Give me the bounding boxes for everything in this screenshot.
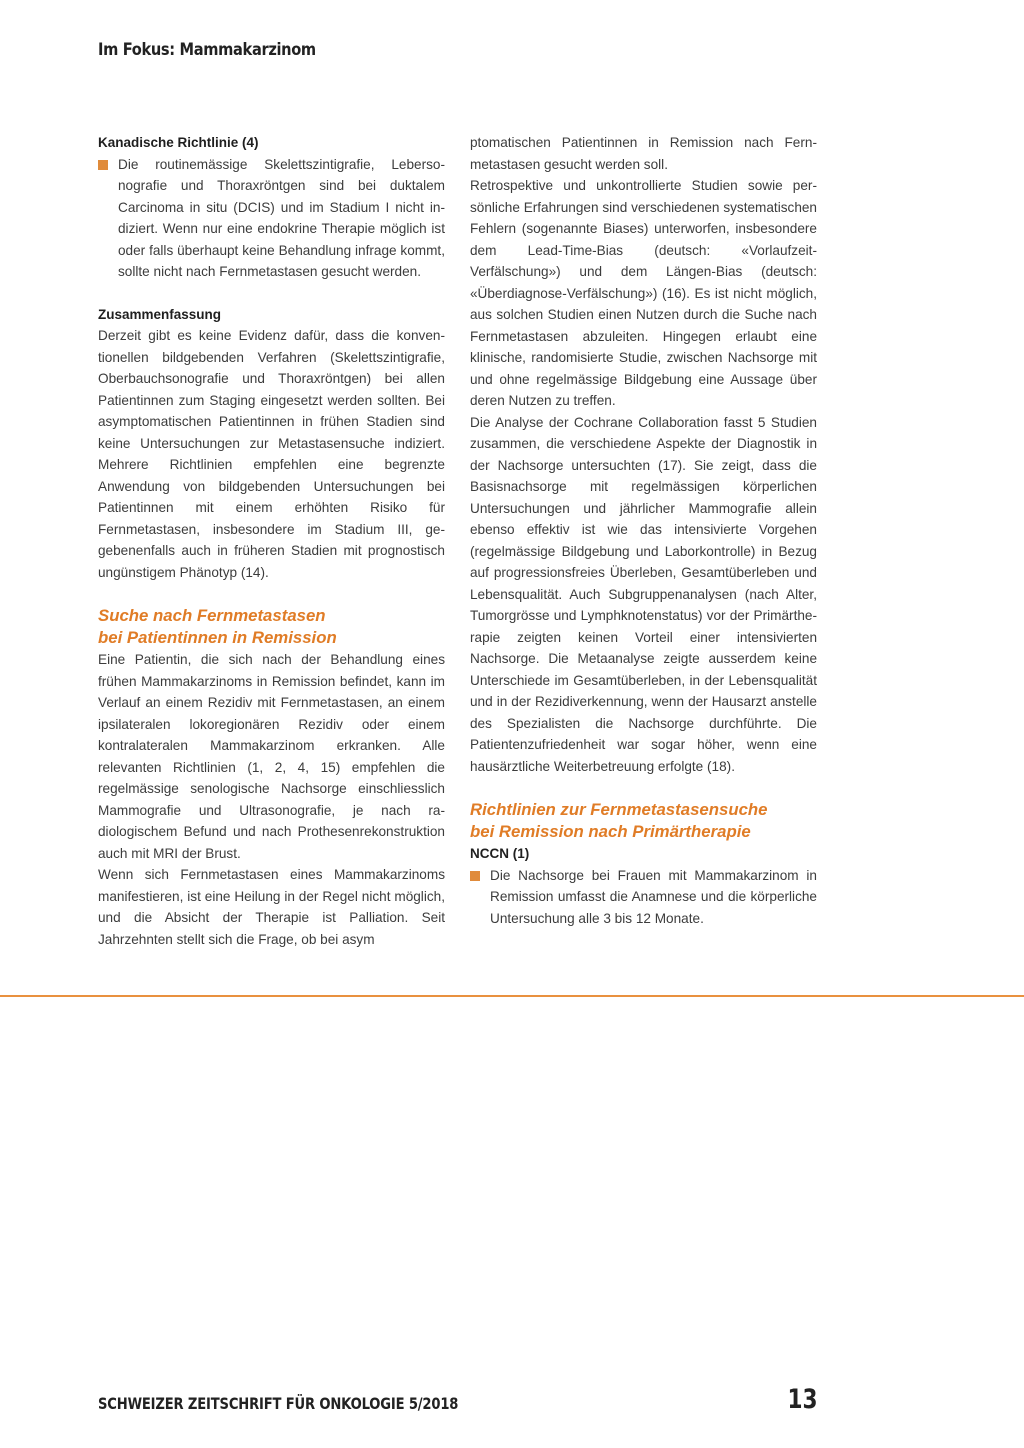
right-paragraph-2: Retrospektive und unkontrollierte Studien sowie persönliche Erfahrungen sind verschiedenen systematischen Fehlern (sogenannte Biases) unterworfen, insbesondere dem Lead-Time-Bias (deutsch: «Vorlaufzeit-Verfälschung») und dem Längen-Bias (deutsch: «Überdiagnose-Verfälschung») (16). Es ist nicht möglich, aus solchen Studien einen Nutzen durch die Suche nach Fernmetastasen abzuleiten. Hingegen erlaubt eine klinische, randomisierte Studie, zwischen Nachsorge mit und ohne regelmässige Bildgebung eine Aussage über deren Nutzen zu treffen. — [470, 178, 817, 408]
canadian-guideline-text: Die routinemässige Skelettszintigrafie, Lebersonografie und Thoraxröntgen sind bei duktalem Carcinoma in situ (DCIS) und im Stadium I nicht indiziert. Wenn nur eine endokrine Therapie möglich ist oder falls überhaupt keine Behandlung infrage kommt, sollte nicht nach Fernmetastasen gesucht werden. — [118, 156, 445, 279]
summary-text: Derzeit gibt es keine Evidenz dafür, dass die konventionellen bildgebenden Verfahren (Skelettszintigrafie, Oberbauchsonografie und Thoraxröntgen) bei allen Patientinnen zum Staging eingesetzt werden sollten. Bei asymptomatischen Patientinnen in frühen Stadien sind keine Untersuchungen zur Metastasensuche indiziert. Mehrere Richtlinien empfehlen eine begrenzte Anwendung von bildgebenden Untersuchungen bei Patientinnen mit einem erhöhten Risiko für Fernmetastasen, insbesondere im Stadium III, gegebenenfalls auch in früheren Stadien mit prognostisch ungünstigem Phänotyp (14). — [98, 328, 445, 580]
summary-heading: Zusammenfassung — [98, 306, 222, 322]
page-number: 13 — [787, 1384, 818, 1415]
journal-footer: SCHWEIZER ZEITSCHRIFT FÜR ONKOLOGIE 5/2018 — [98, 1394, 459, 1413]
orange-divider-rule — [0, 995, 1024, 997]
remission-paragraph-1: Eine Patientin, die sich nach der Behandlung eines frühen Mammakarzinoms in Remission befindet, kann im Verlauf an einem Rezidiv mit Fernmetastasen, an einem ipsilateralen lokoregionären Rezidiv oder einem kontralateralen Mammakarzinom erkranken. Alle relevanten Richtlinien (1, 2, 4, 15) empfehlen die regelmässige senologische Nachsorge einschliesslich Mammografie und Ultrasonografie, je nach radiologischem Befund und nach Prothesenrekonstruktion auch mit MRI der Brust. — [98, 652, 445, 861]
section-heading-guidelines-line1: Richtlinien zur Fernmetastasensuche — [470, 800, 768, 819]
left-column — [98, 132, 445, 950]
section-heading-remission-line2: bei Patientinnen in Remission — [98, 628, 337, 647]
right-column — [470, 132, 817, 929]
remission-paragraph-2: Wenn sich Fernmetastasen eines Mammakarzinoms manifestieren, ist eine Heilung in der Regel nicht möglich, und die Absicht der Therapie ist Palliation. Seit Jahrzehnten stellt sich die Frage, ob bei asym — [98, 867, 445, 947]
section-heading-guidelines-line2: bei Remission nach Primärtherapie — [470, 822, 751, 841]
nccn-bullet-text: Die Nachsorge bei Frauen mit Mammakarzinom in Remission umfasst die Anamnese und die körperliche Untersuchung alle 3 bis 12 Monate. — [490, 867, 817, 926]
nccn-heading: NCCN (1) — [470, 846, 530, 861]
bullet-square-icon — [98, 160, 108, 170]
nccn-bullet — [470, 865, 817, 930]
right-paragraph-3: Die Analyse der Cochrane Collaboration fasst 5 Studien zusammen, die verschiedene Aspekte der Diagnostik in der Nachsorge untersuchten (17). Sie zeigt, dass die Basisnachsorge mit regelmässigen körperlichen Untersuchungen und jährlicher Mammografie allein ebenso effektiv ist wie das intensivierte Vorgehen (regelmässige Bildgebung und Laborkontrolle) in Bezug auf progressionsfreies Überleben, Gesamtüberleben und Lebensqualität. Auch Subgruppenanalysen (nach Alter, Tumorgrösse und Lymphknotenstatus) vor der Primärtherapie zeigten keinen Vorteil einer intensivierten Nachsorge. Die Metaanalyse zeigte ausserdem keine Unterschiede im Gesamtüberleben, in der Lebensqualität und in der Rezidiverkennung, wenn der Hausarzt anstelle des Spezialisten die Nachsorge durchführte. Die Patientenzufriedenheit war sogar höher, wenn eine hausärztliche Weiterbetreuung erfolgte (18). — [470, 414, 817, 774]
canadian-guideline-heading: Kanadische Richtlinie (4) — [98, 135, 259, 150]
right-paragraph-1: ptomatischen Patientinnen in Remission nach Fernmetastasen gesucht werden soll. — [470, 135, 817, 172]
section-heading-remission-line1: Suche nach Fernmetastasen — [98, 606, 326, 625]
canadian-guideline-bullet — [98, 154, 445, 283]
bullet-square-icon — [470, 871, 480, 881]
page-header-title: Im Fokus: Mammakarzinom — [98, 40, 316, 60]
